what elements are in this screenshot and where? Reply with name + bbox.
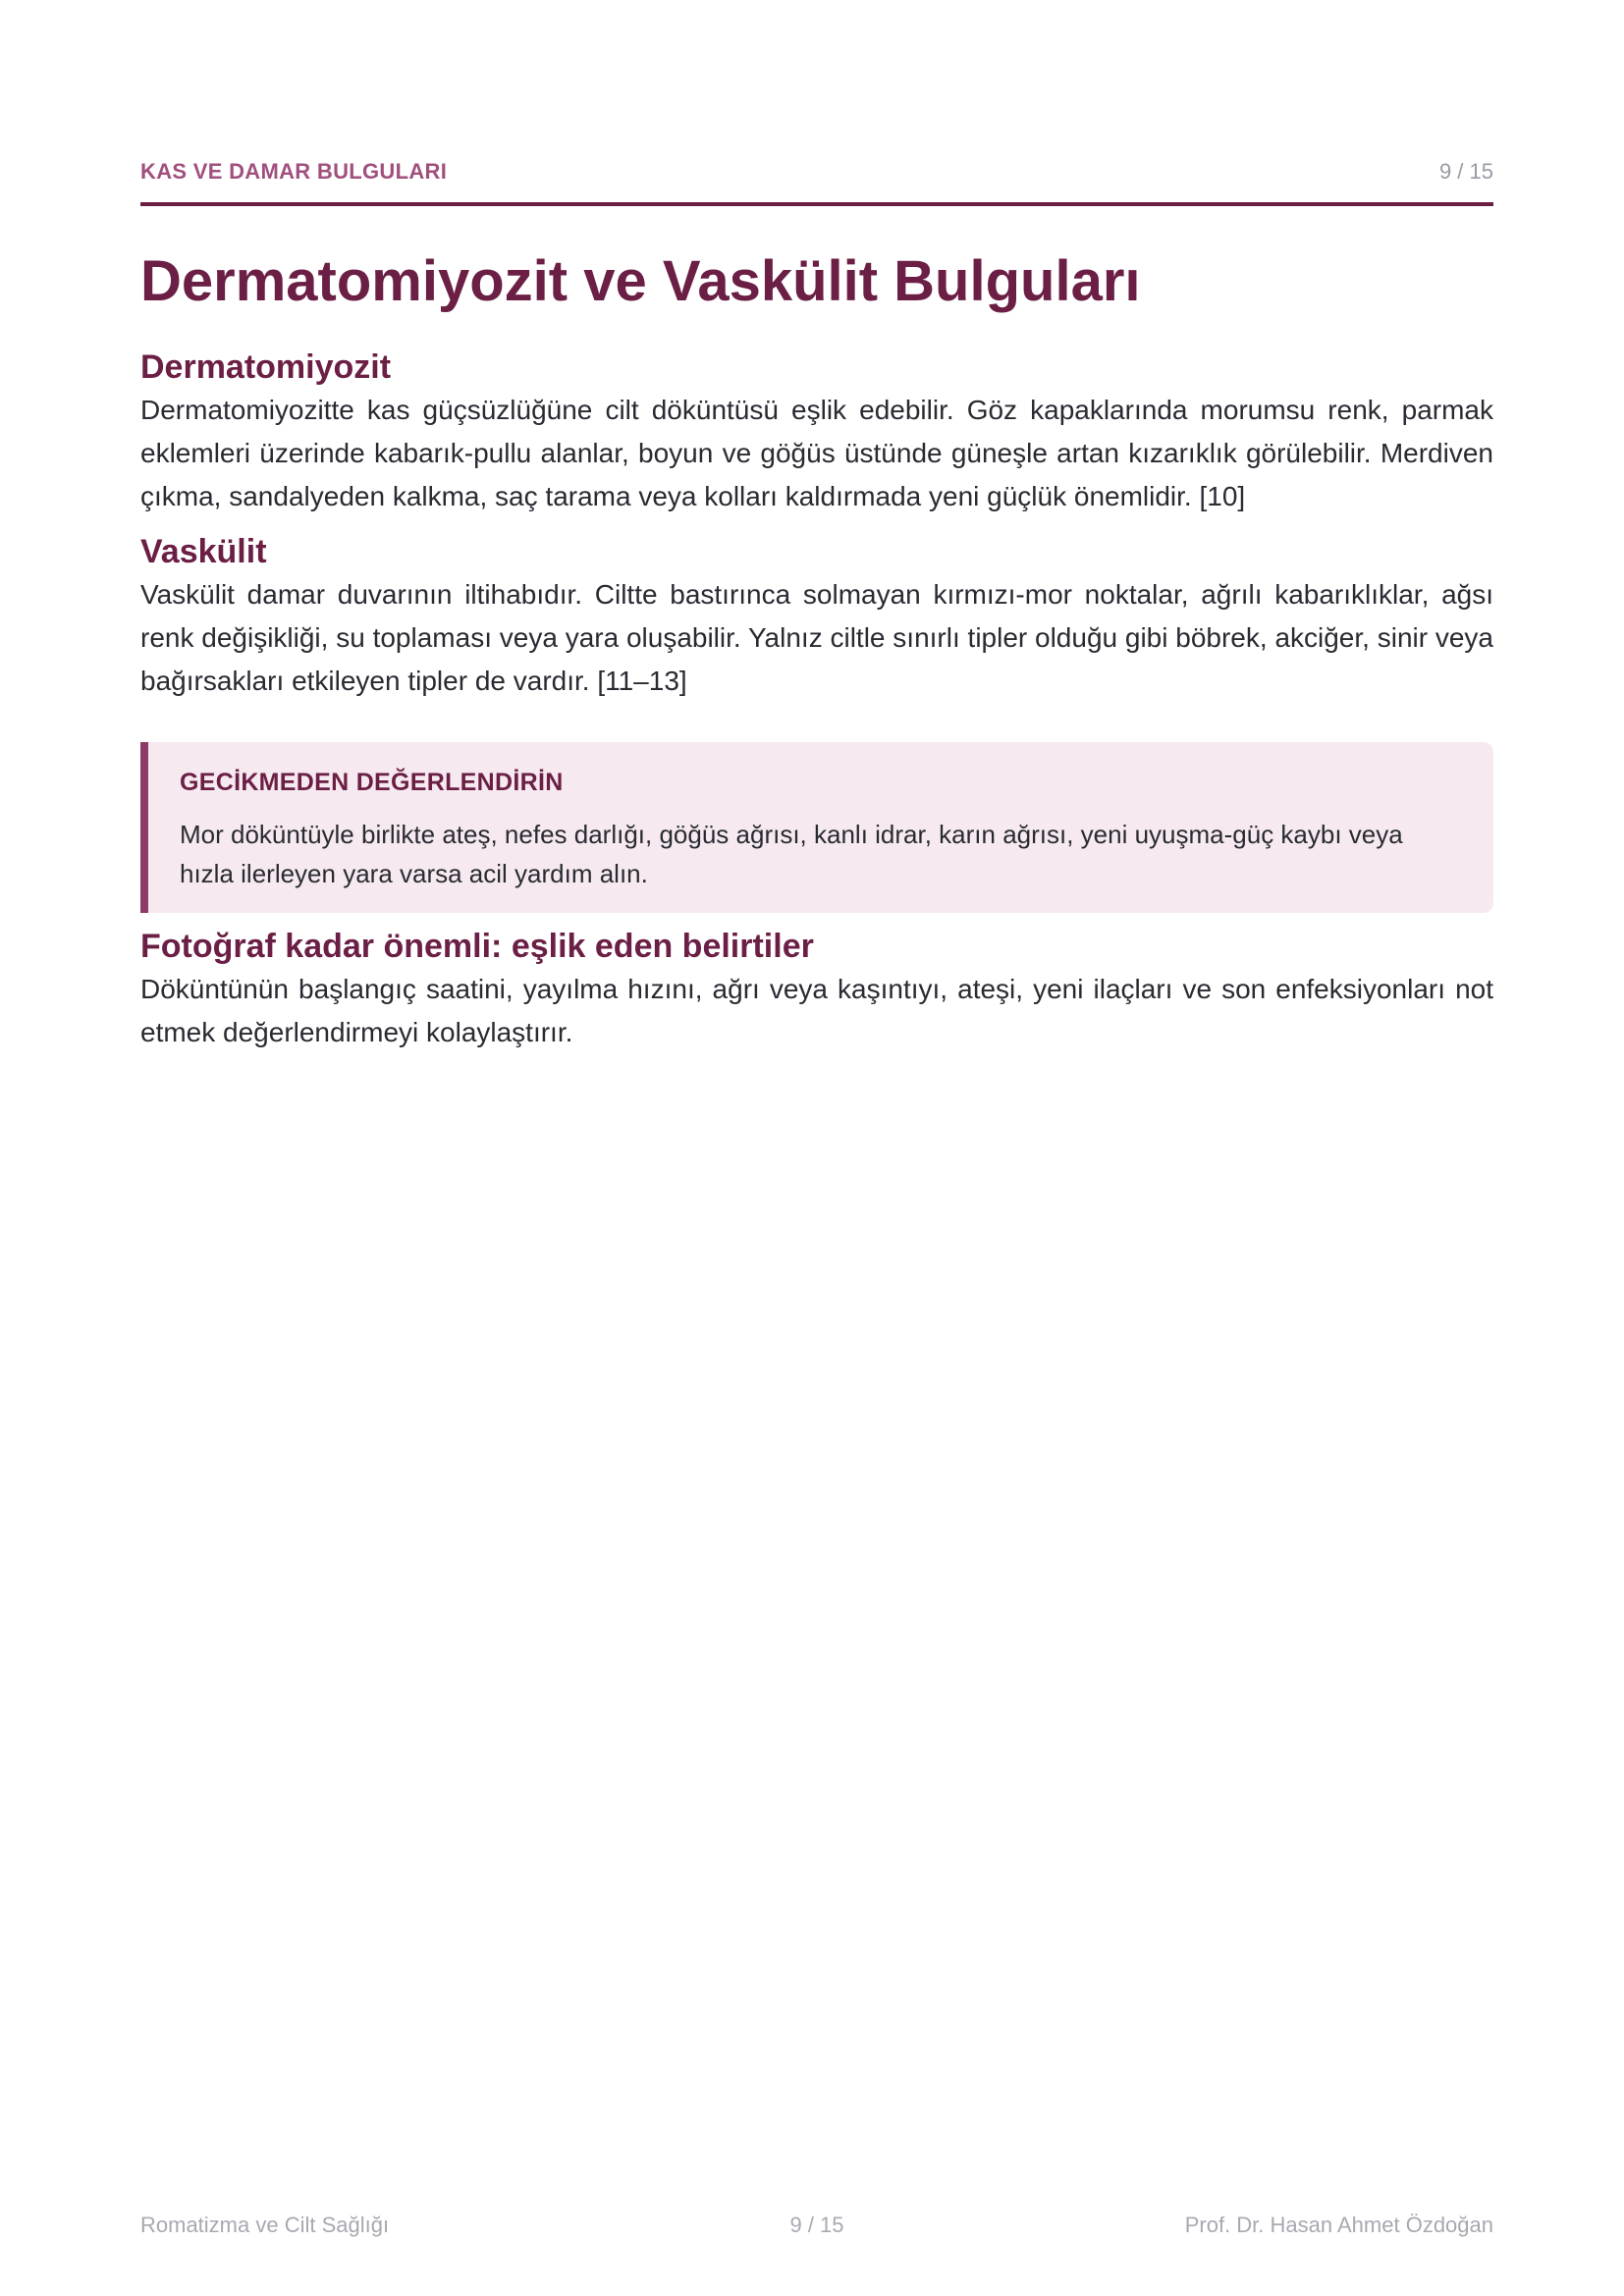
- section-label: KAS VE DAMAR BULGULARI: [140, 159, 448, 184]
- footer-page-number: 9 / 15: [789, 2213, 844, 2237]
- callout-text: Mor döküntüyle birlikte ateş, nefes darlığı, göğüs ağrısı, kanlı idrar, karın ağrısı, yeni uyuşma-güç kaybı veya hızla ilerleyen yara varsa acil yardım alın.: [180, 820, 1403, 888]
- section-heading-vaskulit: Vaskülit: [140, 533, 267, 570]
- article-content: [140, 245, 1493, 1054]
- section-body-accompanying-symptoms: Döküntünün başlangıç saatini, yayılma hızını, ağrı veya kaşıntıyı, ateşi, yeni ilaçları ve son enfeksiyonları not etmek değerlendirmeyi kolaylaştırır.: [140, 974, 1493, 1047]
- page-title: Dermatomiyozit ve Vaskülit Bulguları: [140, 249, 1141, 313]
- section-body-dermatomiyozit: Dermatomiyozitte kas güçsüzlüğüne cilt döküntüsü eşlik edebilir. Göz kapaklarında morumsu renk, parmak eklemleri üzerinde kabarık-pullu alanlar, boyun ve göğüs üstünde güneşle artan kızarıklık görülebilir. Merdiven çıkma, sandalyeden kalkma, saç tarama veya kolları kaldırmada yeni güçlük önemlidir. [10]: [140, 395, 1493, 511]
- header-page-number: 9 / 15: [1438, 159, 1493, 184]
- callout-title: GECİKMEDEN DEĞERLENDİRİN: [180, 769, 564, 796]
- section-heading-dermatomiyozit: Dermatomiyozit: [140, 348, 392, 386]
- section-body-vaskulit: Vaskülit damar duvarının iltihabıdır. Ciltte bastırınca solmayan kırmızı-mor noktalar, ağrılı kabarıklıklar, ağsı renk değişikliği, su toplaması veya yara oluşabilir. Yalnız ciltle sınırlı tipler olduğu gibi böbrek, akciğer, sinir veya bağırsakları etkileyen tipler de vardır. [11–13]: [140, 579, 1493, 696]
- section-heading-accompanying-symptoms: Fotoğraf kadar önemli: eşlik eden belirtiler: [140, 928, 814, 965]
- header-divider: [140, 202, 1493, 206]
- running-header: [140, 157, 1493, 187]
- document-page: [140, 0, 1493, 2296]
- warning-callout: [140, 742, 1493, 913]
- footer-author: Prof. Dr. Hasan Ahmet Özdoğan: [1184, 2213, 1493, 2237]
- footer-book-title: Romatizma ve Cilt Sağlığı: [140, 2213, 390, 2237]
- page-footer: [140, 2213, 1493, 2242]
